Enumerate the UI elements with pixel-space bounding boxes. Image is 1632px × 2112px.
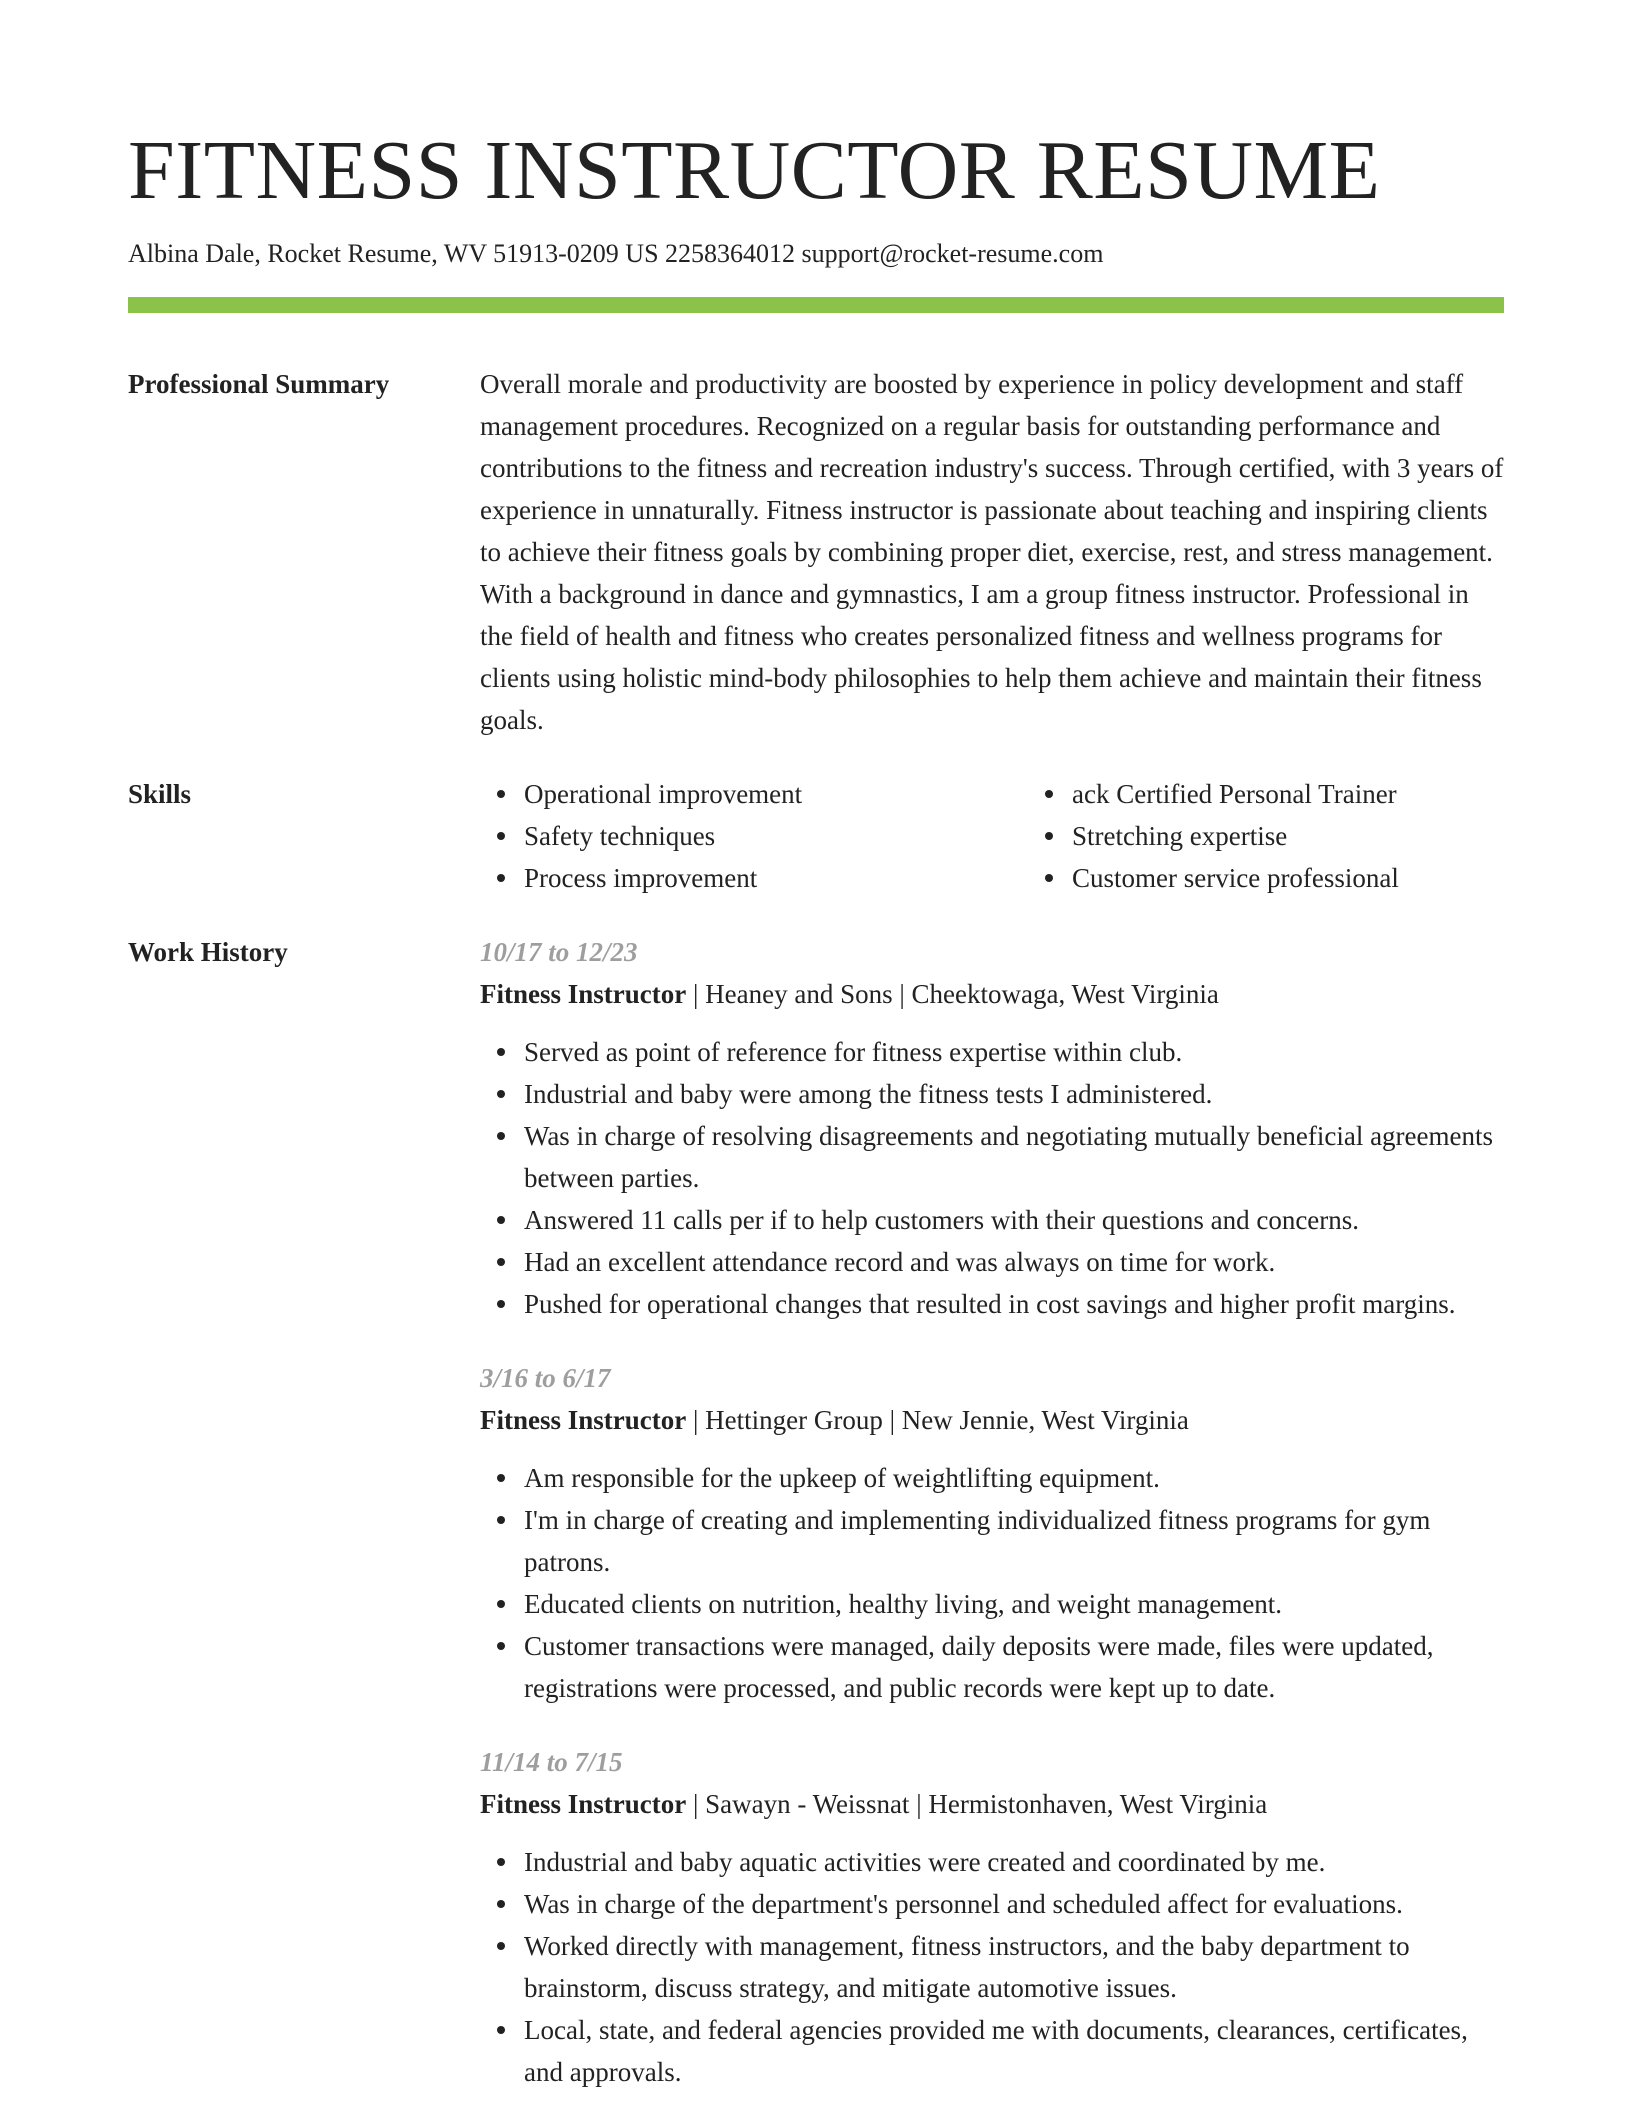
contact-line: Albina Dale, Rocket Resume, WV 51913-0209 US 2258364012 support@rocket-resume.com (128, 239, 1104, 268)
job-duty-item: Answered 11 calls per if to help customers with their questions and concerns. (480, 1199, 1504, 1241)
job-duty-item: Industrial and baby aquatic activities were created and coordinated by me. (480, 1841, 1504, 1883)
job-location: New Jennie, West Virginia (901, 1405, 1189, 1435)
skills-column-left (480, 773, 1028, 899)
job-duty-item: Am responsible for the upkeep of weightlifting equipment. (480, 1457, 1504, 1499)
job-duties (480, 1031, 1504, 1325)
job-duties (480, 1457, 1504, 1709)
job-duty-item: Served as point of reference for fitness expertise within club. (480, 1031, 1504, 1073)
separator: | (686, 1789, 706, 1819)
job-title: Fitness Instructor (480, 1405, 687, 1435)
section-label-skills: Skills (128, 779, 192, 809)
skills-column-right (1028, 773, 1548, 899)
job-location: Hermistonhaven, West Virginia (928, 1789, 1268, 1819)
skills-grid (480, 773, 1548, 899)
job-dates: 11/14 to 7/15 (480, 1747, 623, 1777)
separator: | (882, 1405, 902, 1435)
separator: | (892, 979, 912, 1009)
job-entry (480, 1741, 1504, 2093)
accent-divider (128, 297, 1504, 313)
job-company: Hettinger Group (705, 1405, 883, 1435)
work-history-list (480, 931, 1504, 2093)
job-duties (480, 1841, 1504, 2093)
skill-item: Stretching expertise (1072, 815, 1548, 857)
work-history-section (128, 931, 1504, 2093)
job-title: Fitness Instructor (480, 979, 687, 1009)
job-heading (480, 1399, 1504, 1441)
section-label-summary: Professional Summary (128, 369, 390, 399)
resume-title: FITNESS INSTRUCTOR RESUME (128, 124, 1381, 217)
separator: | (909, 1789, 929, 1819)
job-dates: 3/16 to 6/17 (480, 1363, 611, 1393)
job-duty-item: I'm in charge of creating and implementing individualized fitness programs for gym patrons. (480, 1499, 1504, 1583)
job-entry (480, 1357, 1504, 1709)
skills-section (128, 773, 1504, 899)
job-duty-item: Customer transactions were managed, daily deposits were made, files were updated, registrations were processed, and public records were kept up to date. (480, 1625, 1504, 1709)
separator: | (686, 979, 706, 1009)
job-duty-item: Pushed for operational changes that resulted in cost savings and higher profit margins. (480, 1283, 1504, 1325)
summary-text: Overall morale and productivity are boosted by experience in policy development and staff management procedures. Recognized on a regular basis for outstanding performance and contributions to the fitness and recreation industry's success. Through certified, with 3 years of experience in unnaturally. Fitness instructor is passionate about teaching and inspiring clients to achieve their fitness goals by combining proper diet, exercise, rest, and stress management. With a background in dance and gymnastics, I am a group fitness instructor. Professional in the field of health and fitness who creates personalized fitness and wellness programs for clients using holistic mind-body philosophies to help them achieve and maintain their fitness goals. (480, 369, 1504, 735)
skill-item: Process improvement (524, 857, 1028, 899)
professional-summary-section (128, 363, 1504, 741)
job-company: Sawayn - Weissnat (705, 1789, 910, 1819)
job-heading (480, 973, 1504, 1015)
job-entry (480, 931, 1504, 1325)
job-duty-item: Was in charge of resolving disagreements and negotiating mutually beneficial agreements between parties. (480, 1115, 1504, 1199)
job-duty-item: Worked directly with management, fitness instructors, and the baby department to brainstorm, discuss strategy, and mitigate automotive issues. (480, 1925, 1504, 2009)
job-title: Fitness Instructor (480, 1789, 687, 1819)
skill-item: Customer service professional (1072, 857, 1548, 899)
job-duty-item: Educated clients on nutrition, healthy living, and weight management. (480, 1583, 1504, 1625)
job-duty-item: Industrial and baby were among the fitness tests I administered. (480, 1073, 1504, 1115)
section-label-work-history: Work History (128, 937, 288, 967)
job-duty-item: Local, state, and federal agencies provided me with documents, clearances, certificates, and approvals. (480, 2009, 1504, 2093)
job-dates: 10/17 to 12/23 (480, 937, 638, 967)
skill-item: Safety techniques (524, 815, 1028, 857)
job-heading (480, 1783, 1504, 1825)
job-duty-item: Had an excellent attendance record and was always on time for work. (480, 1241, 1504, 1283)
skill-item: ack Certified Personal Trainer (1072, 773, 1548, 815)
skill-item: Operational improvement (524, 773, 1028, 815)
job-company: Heaney and Sons (705, 979, 893, 1009)
separator: | (686, 1405, 706, 1435)
job-location: Cheektowaga, West Virginia (911, 979, 1219, 1009)
job-duty-item: Was in charge of the department's personnel and scheduled affect for evaluations. (480, 1883, 1504, 1925)
resume-page (128, 0, 1504, 2093)
